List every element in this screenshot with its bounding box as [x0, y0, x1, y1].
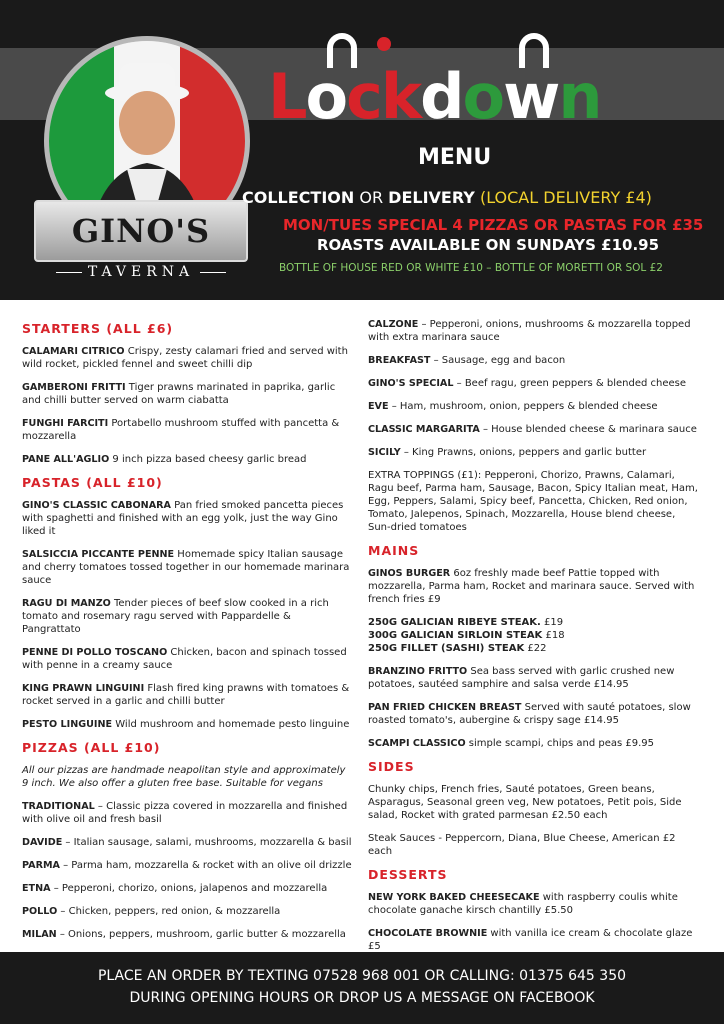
item-desc: 9 inch pizza based cheesy garlic bread — [109, 454, 307, 465]
item-name: GINOS BURGER — [368, 568, 451, 579]
item-desc: – Italian sausage, salami, mushrooms, mozzarella & basil — [62, 837, 352, 848]
item-desc: – Ham, mushroom, onion, peppers & blended cheese — [388, 401, 658, 412]
item-name: PAN FRIED CHICKEN BREAST — [368, 702, 522, 713]
drinks-line: BOTTLE OF HOUSE RED OR WHITE £10 – BOTTLE OF MORETTI OR SOL £2 — [279, 262, 663, 274]
item-name: FUNGHI FARCITI — [22, 418, 109, 429]
logo-name: GINO'S — [71, 212, 211, 250]
desserts-heading: DESSERTS — [368, 867, 448, 882]
item-desc: Sea bass served with garlic crushed new potatoes, sautéed samphire and salsa verde £14.95 — [368, 666, 675, 690]
lockdown-title — [268, 62, 601, 132]
sides-heading: SIDES — [368, 759, 415, 774]
right-column — [368, 318, 698, 963]
special-offer-line: MON/TUES SPECIAL 4 PIZZAS OR PASTAS FOR £35 — [283, 216, 704, 234]
collection-line — [0, 188, 724, 207]
starters-heading: STARTERS (ALL £6) — [22, 321, 174, 336]
menu-item — [22, 499, 352, 538]
item-name: DAVIDE — [22, 837, 63, 848]
menu-item — [368, 318, 698, 344]
item-desc: Chicken, bacon and spinach tossed with penne in a creamy sauce — [22, 647, 347, 671]
left-column — [22, 318, 352, 951]
title-part: L — [268, 60, 306, 133]
menu-item — [368, 400, 698, 413]
or-label: OR — [354, 188, 389, 207]
item-name: 300G GALICIAN SIRLOIN STEAK — [368, 630, 543, 641]
item-desc: – Pepperoni, onions, mushrooms & mozzarella topped with extra marinara sauce — [368, 319, 691, 343]
item-name: PARMA — [22, 860, 60, 871]
menu-item — [22, 548, 352, 587]
menu-item — [368, 891, 698, 917]
menu-item — [368, 737, 698, 750]
menu-item — [22, 597, 352, 636]
item-desc: Pan fried smoked pancetta pieces with spaghetti and finished with an egg yolk, just the way Gino liked it — [22, 500, 344, 537]
local-delivery-label: (LOCAL DELIVERY £4) — [474, 188, 652, 207]
logo-subtitle-text: TAVERNA — [87, 264, 195, 280]
menu-item — [368, 616, 698, 629]
menu-item — [368, 377, 698, 390]
menu-item — [22, 836, 352, 849]
item-name: CLASSIC MARGARITA — [368, 424, 480, 435]
menu-item — [22, 417, 352, 443]
menu-item — [368, 927, 698, 953]
menu-item — [22, 905, 352, 918]
menu-item — [22, 800, 352, 826]
item-name: GINO'S CLASSIC CABONARA — [22, 500, 171, 511]
item-desc: – King Prawns, onions, peppers and garlic butter — [400, 447, 647, 458]
item-name: BREAKFAST — [368, 355, 431, 366]
menu-item — [22, 928, 352, 941]
item-desc: – Onions, peppers, mushroom, garlic butter & mozzarella — [56, 929, 346, 940]
item-name: MILAN — [22, 929, 57, 940]
item-desc: Tender pieces of beef slow cooked in a rich tomato and rosemary ragu served with Pappardelle & Pangrattato — [22, 598, 329, 635]
menu-item — [22, 453, 352, 466]
item-desc: Tiger prawns marinated in paprika, garlic and chilli butter served on warm ciabatta — [22, 382, 336, 406]
footer — [0, 952, 724, 1024]
item-name: SICILY — [368, 447, 401, 458]
menu-heading: MENU — [418, 145, 492, 170]
item-name: PENNE DI POLLO TOSCANO — [22, 647, 168, 658]
item-name: 250G GALICIAN RIBEYE STEAK. — [368, 617, 541, 628]
item-name: SCAMPI CLASSICO — [368, 738, 466, 749]
pizzas-heading: PIZZAS (ALL £10) — [22, 740, 161, 755]
title-part: o — [462, 60, 504, 133]
pizza-note: All our pizzas are handmade neapolitan style and approximately 9 inch. We also offer a gluten free base. Suitable for vegans — [22, 765, 346, 789]
item-desc: Served with sauté potatoes, slow roasted tomato's, aubergine & crispy sage £14.95 — [368, 702, 691, 726]
menu-item — [368, 423, 698, 436]
title-part: n — [558, 60, 601, 133]
item-desc: with vanilla ice cream & chocolate glaze £5 — [368, 928, 693, 952]
item-desc: Homemade spicy Italian sausage and cherry tomatoes tossed together in our homemade marinara sauce — [22, 549, 350, 586]
item-desc: with raspberry coulis white chocolate ganache kirsch chantilly £5.50 — [368, 892, 678, 916]
item-name: 250G FILLET (SASHI) STEAK — [368, 643, 525, 654]
footer-line-1: PLACE AN ORDER BY TEXTING 07528 968 001 OR CALLING: 01375 645 350 — [97, 968, 627, 984]
menu-item — [22, 646, 352, 672]
menu-item — [368, 446, 698, 459]
menu-item — [368, 701, 698, 727]
mains-heading: MAINS — [368, 543, 420, 558]
item-desc: £19 — [540, 617, 564, 628]
extra-toppings: EXTRA TOPPINGS (£1): Pepperoni, Chorizo, Prawns, Calamari, Ragu beef, Parma ham, Sausage, Bacon, Spicy Italian meat, Ham, Egg, Peppers, Salami, Spicy beef, Pancetta, Chicken, Red onion, Tomato, Jalepenos, Spinach, Mozzarella, House blend cheese, Sun-dried tomatoes — [368, 470, 698, 533]
pastas-heading: PASTAS (ALL £10) — [22, 475, 163, 490]
item-name: NEW YORK BAKED CHEESECAKE — [368, 892, 540, 903]
item-desc: – Classic pizza covered in mozzarella and finished with olive oil and fresh basil — [22, 801, 348, 825]
menu-item — [368, 629, 698, 642]
title-part: o — [305, 60, 347, 133]
item-name: POLLO — [22, 906, 58, 917]
item-name: PANE ALL'AGLIO — [22, 454, 110, 465]
item-name: GINO'S SPECIAL — [368, 378, 454, 389]
menu-item — [368, 567, 698, 606]
menu-item — [22, 682, 352, 708]
menu-item — [368, 665, 698, 691]
item-name: BRANZINO FRITTO — [368, 666, 468, 677]
steak-group — [368, 616, 698, 655]
menu-item — [368, 354, 698, 367]
menu-item — [368, 642, 698, 655]
header — [0, 0, 724, 300]
item-desc: – Parma ham, mozzarella & rocket with an olive oil drizzle — [59, 860, 352, 871]
item-desc: – Chicken, peppers, red onion, & mozzarella — [57, 906, 281, 917]
item-name: PESTO LINGUINE — [22, 719, 113, 730]
item-desc: – Beef ragu, green peppers & blended cheese — [453, 378, 687, 389]
item-desc: Flash fired king prawns with tomatoes & rocket served in a garlic and chilli butter — [22, 683, 350, 707]
menu-item — [22, 345, 352, 371]
item-name: CALAMARI CITRICO — [22, 346, 125, 357]
item-name: GAMBERONI FRITTI — [22, 382, 126, 393]
steak-sauces: Steak Sauces - Peppercorn, Diana, Blue Cheese, American £2 each — [368, 833, 676, 857]
title-part: ck — [346, 60, 421, 133]
item-desc: – Pepperoni, chorizo, onions, jalapenos and mozzarella — [50, 883, 328, 894]
footer-line-2: DURING OPENING HOURS OR DROP US A MESSAGE ON FACEBOOK — [129, 990, 595, 1006]
title-part: w — [503, 60, 559, 133]
item-desc: – House blended cheese & marinara sauce — [479, 424, 697, 435]
item-name: CALZONE — [368, 319, 419, 330]
item-name: RAGU DI MANZO — [22, 598, 111, 609]
item-desc: £18 — [542, 630, 565, 641]
item-name: TRADITIONAL — [22, 801, 95, 812]
item-desc: Crispy, zesty calamari fried and served with wild rocket, pickled fennel and sweet chilli dip — [22, 346, 348, 370]
item-name: ETNA — [22, 883, 51, 894]
menu-item — [22, 882, 352, 895]
item-desc: Wild mushroom and homemade pesto linguine — [112, 719, 350, 730]
roasts-line: ROASTS AVAILABLE ON SUNDAYS £10.95 — [317, 236, 660, 254]
item-name: KING PRAWN LINGUINI — [22, 683, 145, 694]
item-desc: simple scampi, chips and peas £9.95 — [465, 738, 655, 749]
item-desc: – Sausage, egg and bacon — [430, 355, 566, 366]
menu-item — [22, 718, 352, 731]
sides-list: Chunky chips, French fries, Sauté potatoes, Green beans, Asparagus, Seasonal green veg, New potatoes, Petit pois, Side salad, Rocket with grated parmesan £2.50 each — [368, 784, 682, 821]
item-desc: 6oz freshly made beef Pattie topped with mozzarella, Parma ham, Rocket and marinara sauce. Served with french fries £9 — [368, 568, 695, 605]
menu-item — [22, 859, 352, 872]
item-name: CHOCOLATE BROWNIE — [368, 928, 488, 939]
item-name: SALSICCIA PICCANTE PENNE — [22, 549, 175, 560]
menu-item — [22, 381, 352, 407]
title-part: d — [420, 60, 463, 133]
item-desc: Portabello mushroom stuffed with pancetta & mozzarella — [22, 418, 340, 442]
collection-label: COLLECTION — [242, 188, 355, 207]
delivery-label: DELIVERY — [388, 188, 475, 207]
item-desc: £22 — [524, 643, 547, 654]
item-name: EVE — [368, 401, 389, 412]
